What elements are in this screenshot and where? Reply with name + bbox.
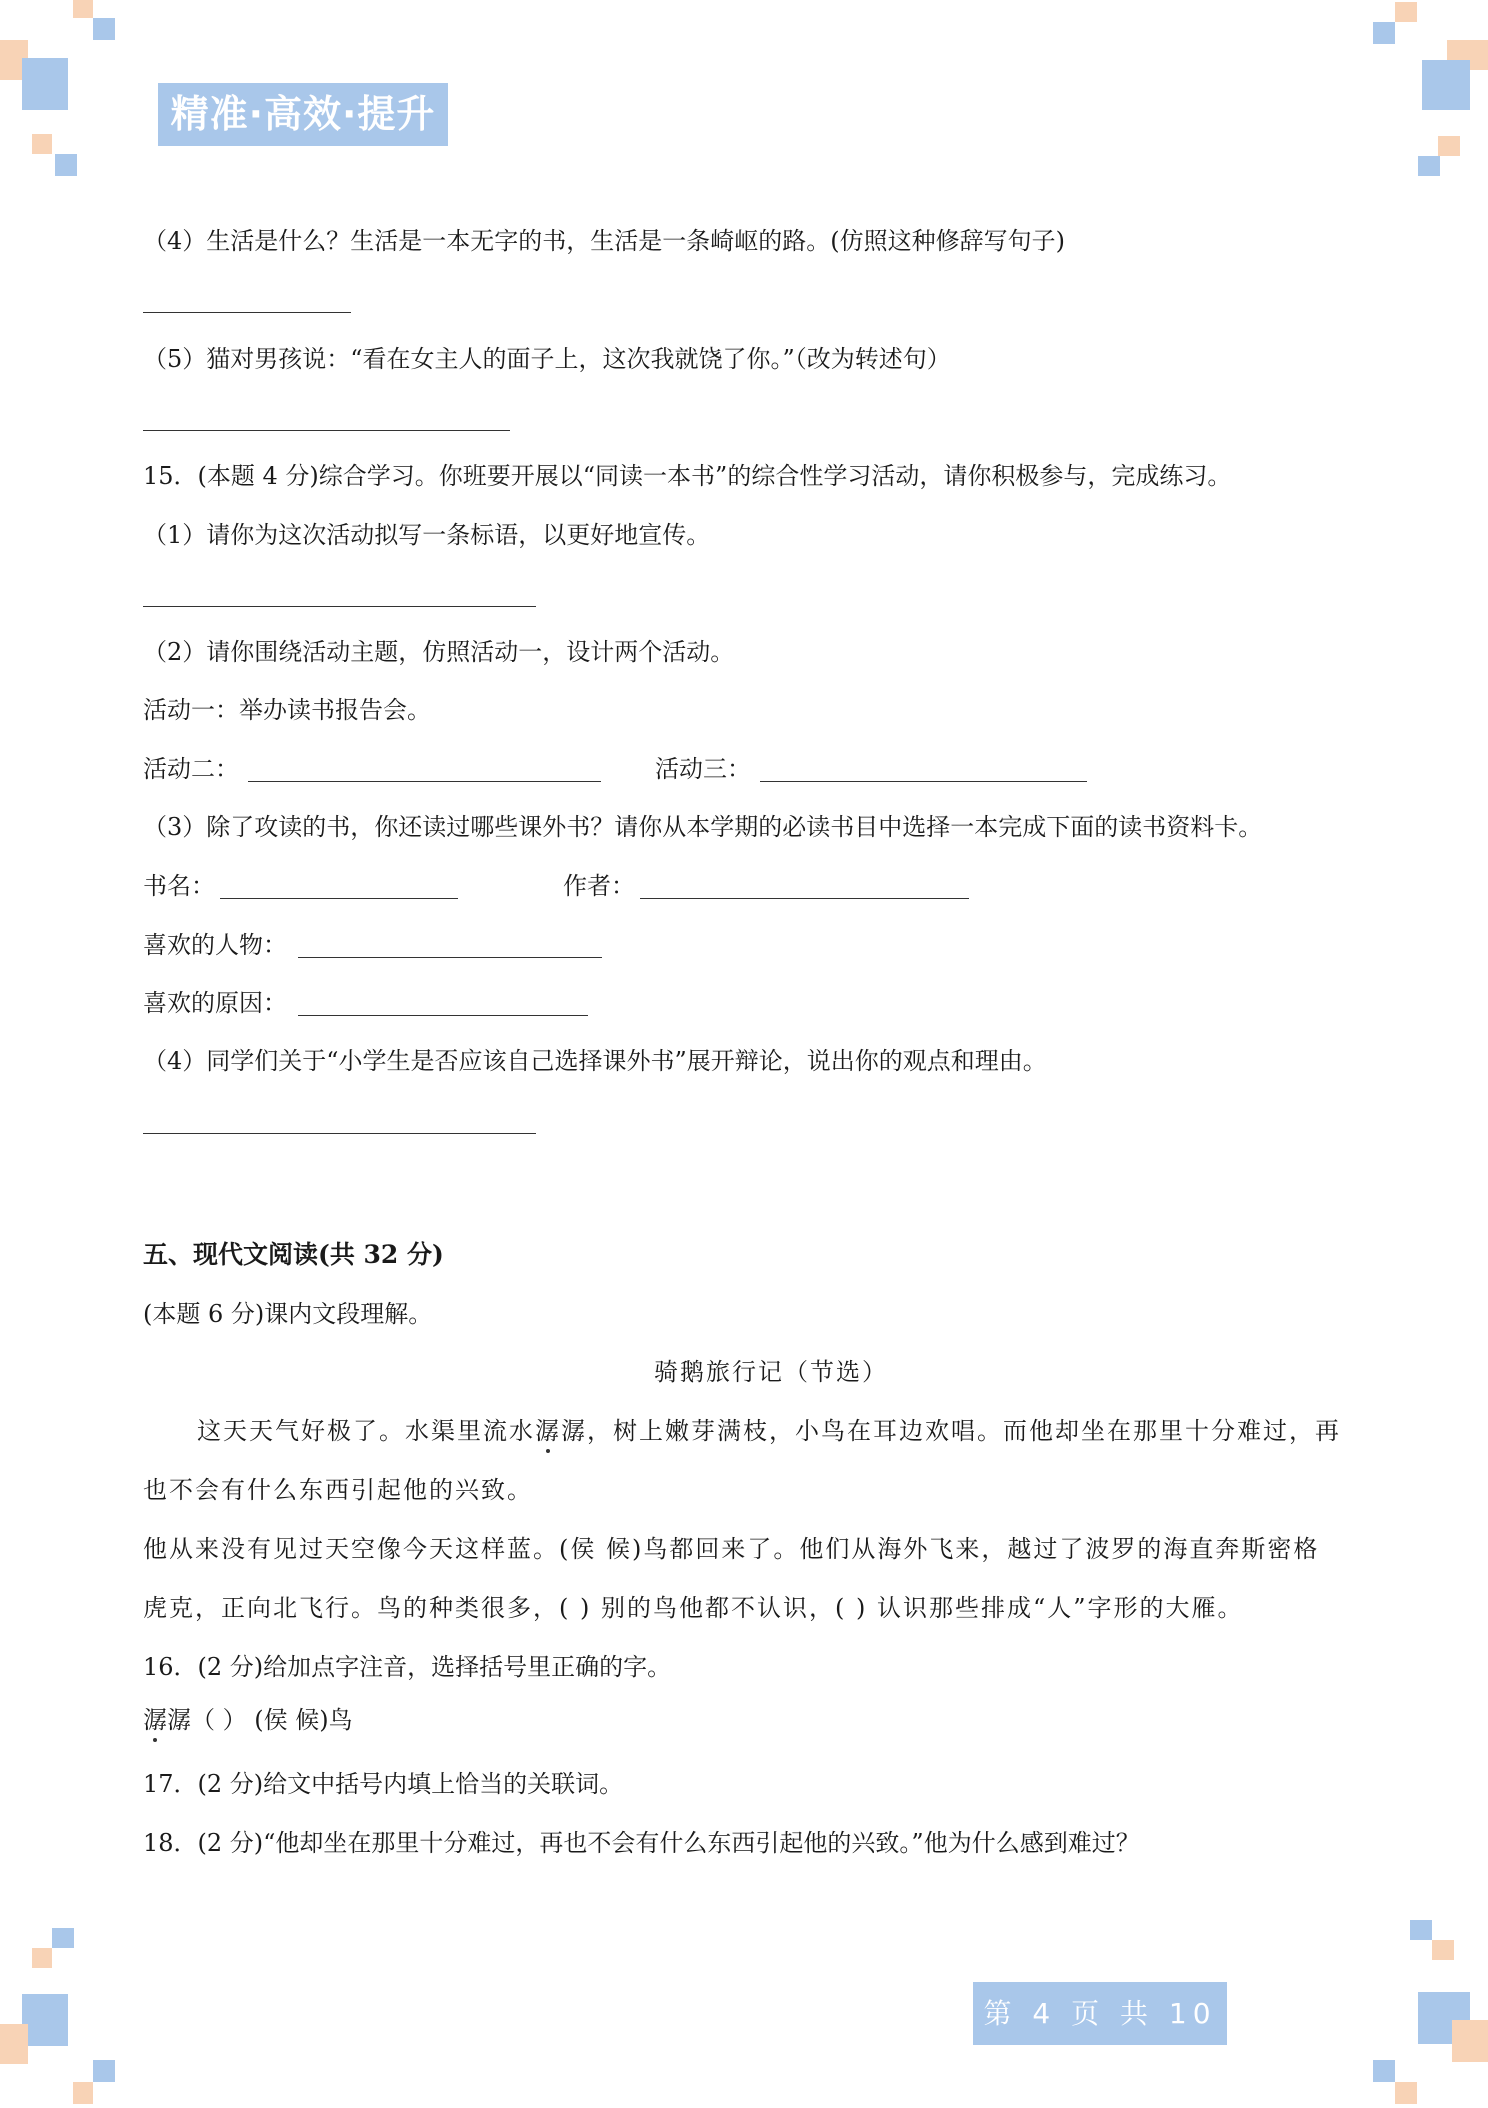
answer-blank[interactable] [143, 606, 536, 607]
question-18: 18．(2 分)“他却坐在那里十分难过，再也不会有什么东西引起他的兴致。”他为什么感到难过？ [143, 1829, 1140, 1857]
decor-square [1395, 2, 1417, 22]
decor-square [32, 134, 52, 154]
decor-square [73, 0, 93, 18]
book-title-label: 书名： [143, 872, 215, 900]
decor-square [52, 1928, 74, 1948]
passage-paragraph-1: 这天天气好极了。水渠里流水潺潺，树上嫩芽满枝，小鸟在耳边欢唱。而他却坐在那里十分难过，再 [197, 1417, 1341, 1445]
activity-one: 活动一：举办读书报告会。 [143, 696, 431, 724]
favorite-reason-label: 喜欢的原因： [143, 989, 287, 1017]
decor-square [1410, 1920, 1432, 1940]
decor-square [1418, 156, 1440, 176]
favorite-character-blank[interactable] [298, 957, 602, 958]
favorite-reason-blank[interactable] [298, 1015, 588, 1016]
author-blank[interactable] [640, 898, 969, 899]
answer-blank[interactable] [143, 312, 351, 313]
section-intro: (本题 6 分)课内文段理解。 [143, 1300, 433, 1328]
activity-three-label: 活动三： [655, 755, 751, 783]
q15-part-1: （1）请你为这次活动拟写一条标语，以更好地宣传。 [143, 521, 711, 549]
dotted-character: 潺 [143, 1706, 167, 1734]
author-label: 作者： [563, 872, 635, 900]
passage-title: 骑鹅旅行记（节选） [654, 1358, 888, 1386]
decor-square [93, 2060, 115, 2082]
activity-two-label: 活动二： [143, 755, 239, 783]
favorite-character-label: 喜欢的人物： [143, 931, 287, 959]
decor-square [32, 1948, 52, 1968]
section-heading: 五、现代文阅读(共 32 分) [143, 1240, 444, 1269]
decor-square [1432, 1940, 1454, 1960]
q15-stem: 15．(本题 4 分)综合学习。你班要开展以“同读一本书”的综合性学习活动，请你积极参与，完成练习。 [143, 462, 1232, 490]
answer-blank[interactable] [143, 430, 510, 431]
passage-paragraph-1-cont: 也不会有什么东西引起他的兴致。 [143, 1476, 533, 1504]
decor-square [1438, 136, 1460, 156]
header-banner: 精准·高效·提升 [158, 83, 448, 146]
question-16-answer: 潺潺（ ） (侯 候)鸟 [143, 1706, 353, 1734]
decor-square [1452, 2020, 1488, 2062]
question-16: 16．(2 分)给加点字注音，选择括号里正确的字。 [143, 1653, 672, 1681]
decor-square [73, 2082, 93, 2104]
passage-paragraph-2-cont: 虎克，正向北飞行。鸟的种类很多，( ) 别的鸟他都不认识，( ) 认识那些排成“人”字形的大雁。 [143, 1594, 1244, 1622]
book-title-blank[interactable] [220, 898, 458, 899]
decor-square [22, 58, 68, 110]
q15-part-3: （3）除了攻读的书，你还读过哪些课外书？请你从本学期的必读书目中选择一本完成下面的读书资料卡。 [143, 813, 1263, 841]
decor-square [1395, 2082, 1417, 2104]
page-number: 第 4 页 共 10 页 [973, 1982, 1227, 2045]
question-17: 17．(2 分)给文中括号内填上恰当的关联词。 [143, 1770, 624, 1798]
dotted-character: 潺 [535, 1417, 561, 1445]
answer-blank[interactable] [143, 1133, 536, 1134]
decor-square [55, 154, 77, 176]
passage-paragraph-2: 他从来没有见过天空像今天这样蓝。(侯 候)鸟都回来了。他们从海外飞来，越过了波罗的海直奔斯密格 [143, 1535, 1320, 1563]
activity-three-blank[interactable] [760, 781, 1087, 782]
decor-square [93, 18, 115, 40]
decor-square [1373, 22, 1395, 44]
activity-two-blank[interactable] [248, 781, 601, 782]
q15-part-2: （2）请你围绕活动主题，仿照活动一，设计两个活动。 [143, 638, 735, 666]
decor-square [0, 2024, 28, 2064]
q15-part-4: （4）同学们关于“小学生是否应该自己选择课外书”展开辩论，说出你的观点和理由。 [143, 1047, 1047, 1075]
q14-item-5: （5）猫对男孩说：“看在女主人的面子上，这次我就饶了你。”（改为转述句） [143, 345, 951, 373]
decor-square [1373, 2060, 1395, 2082]
decor-square [22, 1994, 68, 2046]
q14-item-4: （4）生活是什么？生活是一本无字的书，生活是一条崎岖的路。(仿照这种修辞写句子) [143, 227, 1065, 255]
decor-square [1422, 60, 1470, 110]
